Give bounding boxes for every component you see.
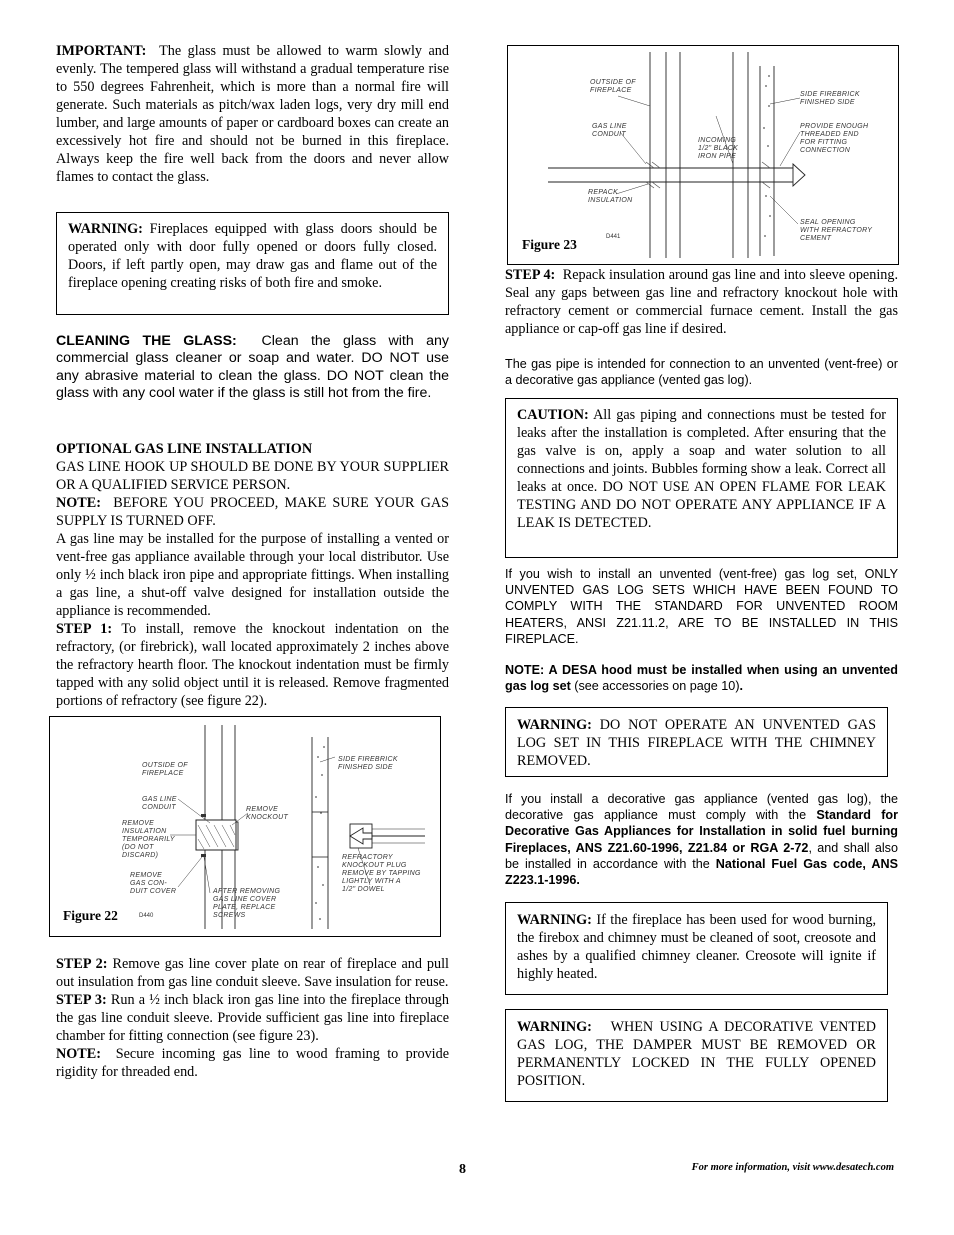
callout-line: OUTSIDE OF [142, 762, 188, 769]
note-label: NOTE: [56, 495, 101, 511]
svg-text:REMOVE KNOCKOUT [246, 806, 288, 821]
warning-chimney-box [505, 707, 888, 777]
callout-line: WITH REFRACTORY [800, 227, 873, 234]
cleaning-text: Clean the glass with any commercial glass cleaner or soap and water. DO NOT use any abrasive material to clean the glass. DO NOT clean the glass with any cool water if the glass is still hot from the fire. [56, 333, 449, 402]
callout-line: REPACK [588, 189, 619, 196]
svg-text:OUTSIDE OF FIREPLACE [590, 79, 638, 94]
figure-23-code: D441 [606, 234, 621, 240]
warning-glass-doors-box [56, 212, 449, 315]
callout-line: GAS LINE [592, 123, 627, 130]
svg-text:REMOVE GAS CON- [130, 872, 176, 895]
callout-line: GAS LINE COVER [213, 896, 277, 903]
svg-text:REMOVE INSULATION [122, 820, 177, 859]
callout-line: 1/2" DOWEL [342, 886, 385, 893]
svg-text:SIDE FIREBRICK FINISHE [800, 91, 862, 106]
warning-text: DO NOT OPERATE AN UNVENTED GAS LOG SET IN THIS FIREPLACE WITH THE CHIMNEY REMOVED. [517, 717, 877, 769]
step-text: Run a ½ inch black iron gas line into the fireplace through the gas line conduit sleeve. Provide sufficient gas line into fireplace chamber for fitting connection (see figure 23). [56, 992, 449, 1044]
step-label: STEP 1: [56, 621, 113, 637]
callout-line: AFTER REMOVING [213, 888, 281, 895]
cleaning-label: CLEANING THE GLASS: [56, 333, 237, 349]
note-text: BEFORE YOU PROCEED, MAKE SURE YOUR GAS SUPPLY IS TURNED OFF. [56, 495, 449, 529]
caution-box [505, 398, 898, 558]
note-end: . [739, 679, 744, 694]
warning-label: WARNING: [517, 912, 592, 928]
callout-line: CONNECTION [800, 147, 851, 154]
figure-22-code: D440 [139, 913, 154, 919]
callout-line: INSULATION [588, 197, 633, 204]
callout-line: SCREWS [213, 912, 246, 919]
callout-line: REMOVE [122, 820, 155, 827]
gas-line-paragraph: A gas line may be installed for the purpose of installing a vented or vent-free gas appliance available through your local distributor. Use only ½ inch black iron pipe and appropriate fittings. When installing a gas line, a shut-off valve designed for installation outside the appliance is recommended. [56, 531, 449, 619]
note-proceed [56, 494, 449, 530]
svg-text:REPACK INSULATION [588, 189, 633, 204]
step-text: Repack insulation around gas line and into sleeve opening. Seal any gaps between gas line and refractory knockout hole with refractory cement or commercial furnace cement. Install the gas appliance or cap-off gas line if desired. [505, 267, 899, 337]
hookup-notice: GAS LINE HOOK UP SHOULD BE DONE BY YOUR SUPPLIER OR A QUALIFIED SERVICE PERSON. [56, 459, 449, 493]
note-plain: (see accessories on page 10) [574, 679, 740, 694]
section-heading: OPTIONAL GAS LINE INSTALLATION [56, 441, 313, 457]
step-label: STEP 2: [56, 956, 108, 972]
text-part: If you install a decorative gas appliance (vented gas log), the decorative gas appliance must comply with the [505, 792, 898, 823]
callout-line: 1/2" BLACK [698, 145, 739, 152]
step-text: Remove gas line cover plate on rear of fireplace and pull out insulation from gas line conduit sleeve. Save insulation for reuse. [56, 956, 450, 990]
callout-line: REMOVE [246, 806, 279, 813]
svg-text:GAS LINE CONDUIT [142, 796, 179, 811]
svg-text:REFRACTORY KNOCKOUT PL [342, 854, 423, 893]
callout-line: SIDE FIREBRICK [338, 756, 398, 763]
step-label: STEP 4: [505, 267, 556, 283]
callout-line: INSULATION [122, 828, 167, 835]
callout-line: REMOVE BY TAPPING [342, 870, 421, 877]
callout-line: SIDE FIREBRICK [800, 91, 860, 98]
note-label: NOTE: [56, 1046, 101, 1062]
gas-pipe-paragraph: The gas pipe is intended for connection to an unvented (vent-free) or a decorative gas appliance (vented gas log). [505, 357, 898, 388]
step-label: STEP 3: [56, 992, 107, 1008]
callout-line: KNOCKOUT [246, 814, 289, 821]
important-label: IMPORTANT: [56, 43, 147, 59]
unvented-paragraph: If you wish to install an unvented (vent-free) gas log set, ONLY UNVENTED GAS LOG SETS WHICH HAVE BEEN FOUND TO COMPLY WITH THE STANDARD FOR UNVENTED ROOM HEATERS, ANSI Z21.11.2, ARE TO BE INSTALLED IN THIS FIREPLACE. [505, 567, 898, 646]
warning-text: Fireplaces equipped with glass doors should be operated only with door fully opened or doors fully closed. Doors, if left partly open, may draw gas and flame out of the fireplace opening creating risks of both fire and smoke. [68, 221, 437, 291]
cleaning-glass-paragraph [56, 333, 449, 403]
caution-label: CAUTION: [517, 407, 589, 423]
callout-line: PROVIDE ENOUGH [800, 123, 869, 130]
svg-text:SEAL OPENING WITH REFR [800, 219, 874, 242]
step-1 [56, 620, 449, 710]
callout-line: FINISHED SIDE [800, 99, 855, 106]
callout-line: FOR FITTING [800, 139, 848, 146]
text-part: , and shall also be installed in accordance with the [505, 840, 898, 871]
caution-text: All gas piping and connections must be tested for leaks after the installation is completed. After ensuring that the gas valve is on, apply a soap and water solution to all connections and joints. Bubbles forming show a leak. Correct all leaks at once. DO NOT USE AN OPEN FLAME FOR LEAK TESTING AND DO NOT OPERATE ANY APPLIANCE IF A LEAK IS DETECTED. [517, 407, 887, 531]
important-paragraph [56, 42, 449, 186]
note-secure [56, 1045, 449, 1081]
figure-22 [49, 716, 441, 937]
callout-line: (DO NOT [122, 844, 154, 851]
callout-line: DISCARD) [122, 852, 159, 859]
callout-line: DUIT COVER [130, 888, 177, 895]
svg-text:AFTER REMOVING GAS LIN [212, 888, 282, 919]
callout-line: REFRACTORY [342, 854, 393, 861]
callout-line: OUTSIDE OF [590, 79, 636, 86]
callout-line: FINISHED SIDE [338, 764, 393, 771]
note-bold: NOTE: A DESA hood must be installed when using an unvented gas log set [505, 663, 898, 694]
callout-line: KNOCKOUT PLUG [342, 862, 407, 869]
warning-damper-box [505, 1009, 888, 1102]
figure-23-diagram [508, 46, 898, 264]
figure-22-label: Figure 22 [63, 908, 118, 923]
step-text: To install, remove the knockout indentation on the refractory, (or firebrick), wall located approximately 2 inches above the refractory hearth floor. The knockout indentation must be firmly tapped with any solid object until it is released. Remove fragmented portions of refractory (see figure 22). [56, 621, 449, 709]
callout-line: GAS LINE [142, 796, 177, 803]
callout-line: REMOVE [130, 872, 163, 879]
callout-line: FIREPLACE [142, 770, 184, 777]
step-4 [505, 266, 898, 338]
callout-line: GAS CON- [130, 880, 168, 887]
callout-line: IRON PIPE [698, 153, 737, 160]
callout-line: FIREPLACE [590, 87, 632, 94]
callout-line: PLATE, REPLACE [213, 904, 276, 911]
callout-line: TEMPORARILY [122, 836, 175, 843]
callout-line: LIGHTLY WITH A [342, 878, 401, 885]
warning-label: WARNING: [517, 717, 592, 733]
warning-label: WARNING: [517, 1019, 592, 1035]
desa-hood-note [505, 662, 898, 694]
svg-text:OUTSIDE OF FIREPLACE [142, 762, 190, 777]
warning-text: WHEN USING A DECORATIVE VENTED GAS LOG, THE DAMPER MUST BE REMOVED OR PERMANENTLY LOCKED IN THE FULLY OPENED POSITION. [517, 1019, 876, 1089]
figure-22-diagram [50, 717, 440, 936]
code-bold: National Fuel Gas code, ANS Z223.1-1996. [505, 856, 898, 888]
callout-line: INCOMING [698, 137, 737, 144]
warning-wood-box [505, 902, 888, 995]
callout-line: THREADED END [800, 131, 859, 138]
svg-text:INCOMING 1/2" BLACK [698, 137, 740, 160]
decorative-paragraph [505, 791, 898, 888]
warning-text: If the fireplace has been used for wood burning, the firebox and chimney must be cleaned of soot, creosote and ashes by a qualified chimney cleaner. Creosote will ignite if highly heated. [517, 912, 877, 982]
callout-line: SEAL OPENING [800, 219, 856, 226]
important-text: The glass must be allowed to warm slowly and evenly. The tempered glass will withstand a gradual temperature rise to 550 degrees Fahrenheit, which is more than a normal fire will generate. Such materials as pitch/wax laden logs, very dry mill end lumber, and large amounts of paper or cardboard boxes can create an excessively hot fire and should not be burned in this fireplace. Always keep the fire well back from the doors and never allow flames to contact the glass. [56, 43, 449, 185]
figure-23-label: Figure 23 [522, 237, 577, 252]
warning-label: WARNING: [68, 221, 143, 237]
optional-gas-line-section [56, 440, 449, 710]
step-2 [56, 955, 449, 991]
callout-line: CEMENT [800, 235, 832, 242]
callout-line: CONDUIT [142, 804, 176, 811]
figure-23 [507, 45, 899, 265]
steps-2-3-section [56, 955, 449, 1081]
svg-text:PROVIDE ENOUGH THREADE [800, 123, 871, 154]
standard-bold: Standard for Decorative Gas Appliances for Installation in solid fuel burning Fireplaces, ANS Z21.60-1996, Z21.84 or RGA 2-72 [505, 808, 899, 855]
note-text: Secure incoming gas line to wood framing to provide rigidity for threaded end. [56, 1046, 449, 1080]
page-number: 8 [459, 1162, 466, 1177]
step-3 [56, 991, 449, 1045]
callout-line: CONDUIT [592, 131, 626, 138]
footer-url: For more information, visit www.desatech.com [691, 1162, 894, 1173]
svg-text:GAS LINE CONDUIT [592, 123, 629, 138]
svg-text:SIDE FIREBRICK FINISHE [338, 756, 400, 771]
